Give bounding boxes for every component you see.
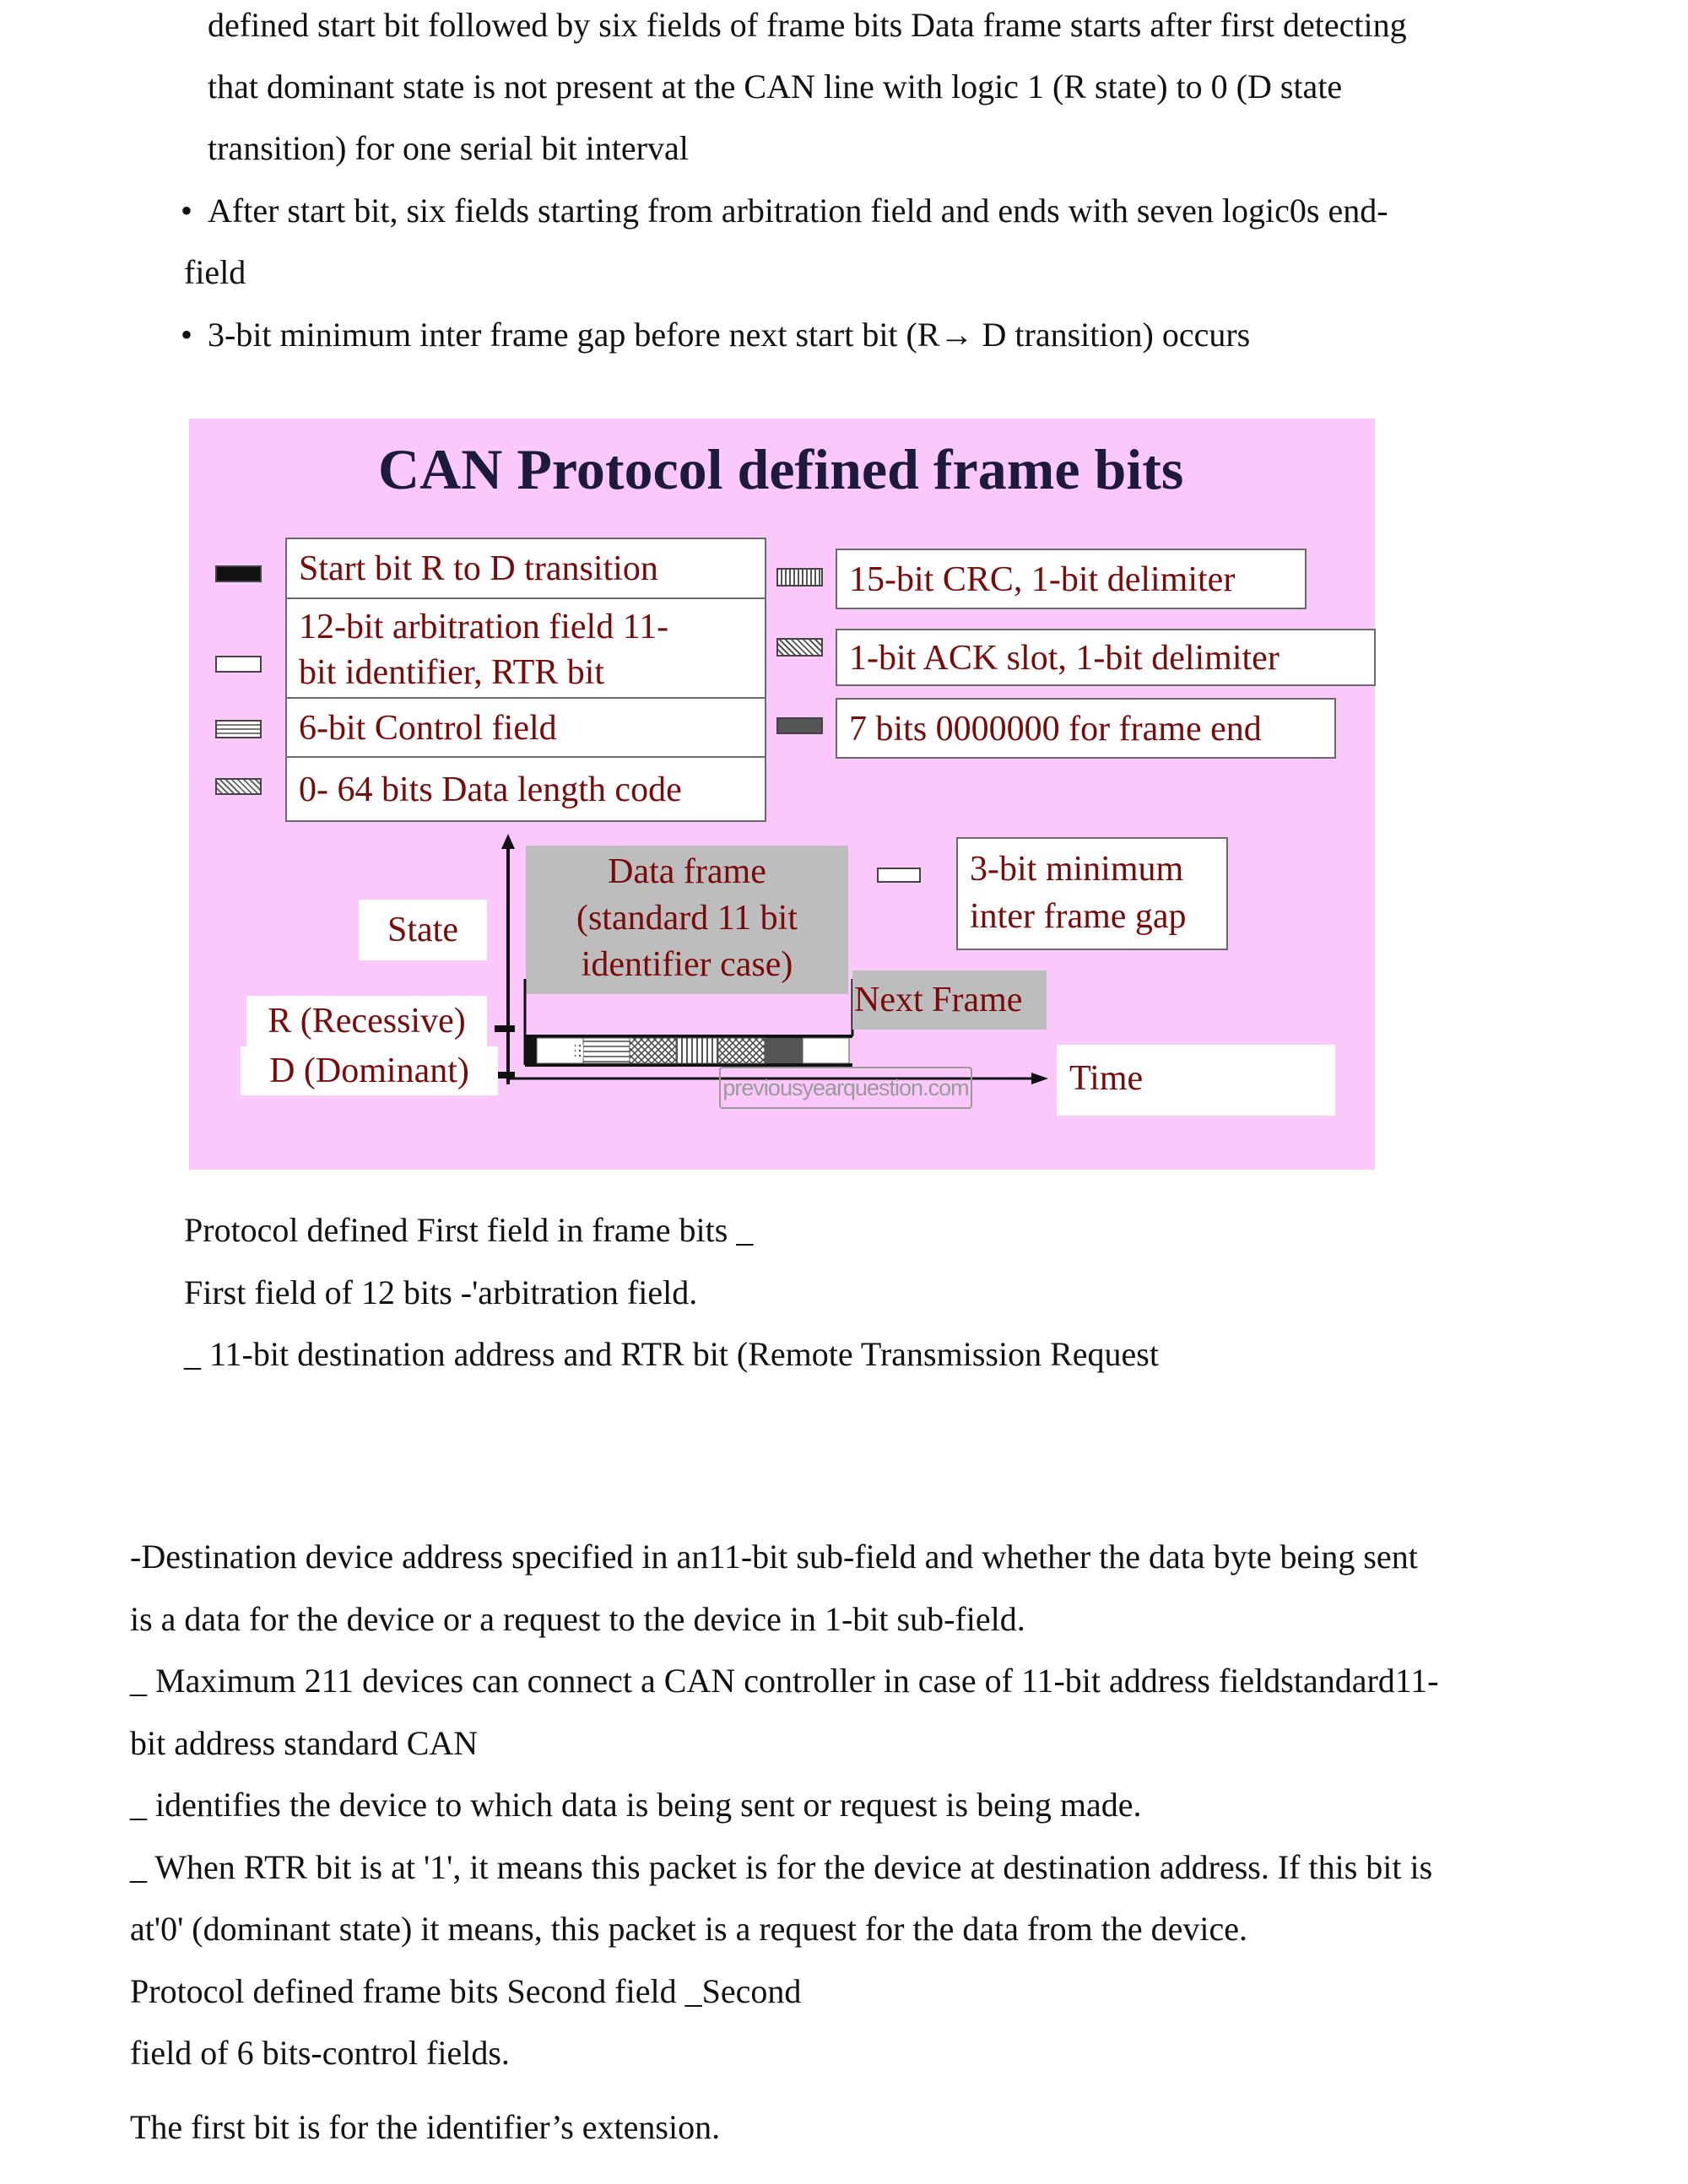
legend-frame-end: 7 bits 0000000 for frame end: [836, 698, 1336, 759]
paragraph-line: at'0' (dominant state) it means, this packet is a request for the data from the device.: [130, 1910, 1247, 1948]
recessive-label: R (Recessive): [246, 996, 487, 1046]
next-frame-label: Next Frame: [852, 970, 1047, 1030]
dominant-label: D (Dominant): [241, 1046, 498, 1095]
paragraph-line: defined start bit followed by six fields of frame bits Data frame starts after first detecting: [208, 6, 1407, 44]
ack-segment: [718, 1038, 765, 1063]
paragraph-line: _ 11-bit destination address and RTR bit (Remote Transmission Request: [184, 1335, 1159, 1373]
data-frame-line-1: Data frame: [608, 852, 766, 891]
recessive-level-tick: [495, 1025, 515, 1032]
control-segment: [583, 1038, 630, 1063]
paragraph-line: _ identifies the device to which data is being sent or request is being made.: [130, 1786, 1142, 1824]
paragraph-line: bit address standard CAN: [130, 1724, 479, 1762]
legend-arbitration-line-2: bit identifier, RTR bit: [299, 653, 605, 692]
bullet-symbol: •: [181, 316, 193, 354]
paragraph-line: Protocol defined First field in frame bits _: [184, 1211, 754, 1249]
data-segment: [630, 1038, 676, 1063]
frame-end-segment: [765, 1038, 803, 1063]
time-axis-arrow: [1031, 1073, 1048, 1084]
paragraph-line: transition) for one serial bit interval: [208, 129, 689, 167]
paragraph-line: that dominant state is not present at the CAN line with logic 1 (R state) to 0 (D state: [208, 68, 1343, 105]
gap-legend-line-1: 3-bit minimum: [970, 850, 1184, 889]
state-label: State: [359, 900, 487, 960]
bullet-text-continuation: field: [184, 253, 246, 291]
paragraph-line: field of 6 bits-control fields.: [130, 2034, 510, 2072]
gap-legend-line-2: inter frame gap: [970, 897, 1187, 936]
figure-title: CAN Protocol defined frame bits: [378, 437, 1184, 501]
paragraph-line: Protocol defined frame bits Second field _Second: [130, 1972, 802, 2010]
time-label: Time: [1057, 1045, 1335, 1116]
data-frame-line-3: identifier case): [581, 945, 793, 984]
legend-control-field: 6-bit Control field: [285, 697, 766, 758]
legend-crc: 15-bit CRC, 1-bit delimiter: [836, 549, 1307, 609]
paragraph-line: The first bit is for the identifier’s extension.: [130, 2108, 721, 2146]
data-frame-line-2: (standard 11 bit: [576, 899, 798, 938]
legend-start-bit: Start bit R to D transition: [285, 538, 766, 599]
legend-arbitration-line-1: 12-bit arbitration field 11-: [299, 608, 669, 646]
bullet-symbol: •: [181, 192, 193, 230]
dots-segment: [575, 1045, 583, 1058]
bullet-text: After start bit, six fields starting from arbitration field and ends with seven logic0s end-: [208, 192, 1388, 230]
legend-ack: 1-bit ACK slot, 1-bit delimiter: [836, 629, 1376, 686]
legend-data-length: 0- 64 bits Data length code: [285, 756, 766, 822]
paragraph-line: _ Maximum 211 devices can connect a CAN controller in case of 11-bit address fieldstandard11-: [130, 1662, 1439, 1700]
watermark-text: previousyearquestion.com: [719, 1067, 972, 1109]
state-axis-arrow: [501, 834, 515, 849]
paragraph-line: -Destination device address specified in an11-bit sub-field and whether the data byte being sent: [130, 1538, 1418, 1576]
bullet-text: 3-bit minimum inter frame gap before next start bit (R→ D transition) occurs: [208, 316, 1251, 354]
paragraph-line: is a data for the device or a request to the device in 1-bit sub-field.: [130, 1600, 1025, 1638]
crc-segment: [676, 1038, 718, 1063]
paragraph-line: First field of 12 bits -'arbitration field.: [184, 1273, 698, 1311]
paragraph-line: _ When RTR bit is at '1', it means this packet is for the device at destination address. If this bit is: [130, 1848, 1433, 1886]
start-bit-segment: [525, 1038, 537, 1063]
gap-segment: [803, 1038, 849, 1063]
